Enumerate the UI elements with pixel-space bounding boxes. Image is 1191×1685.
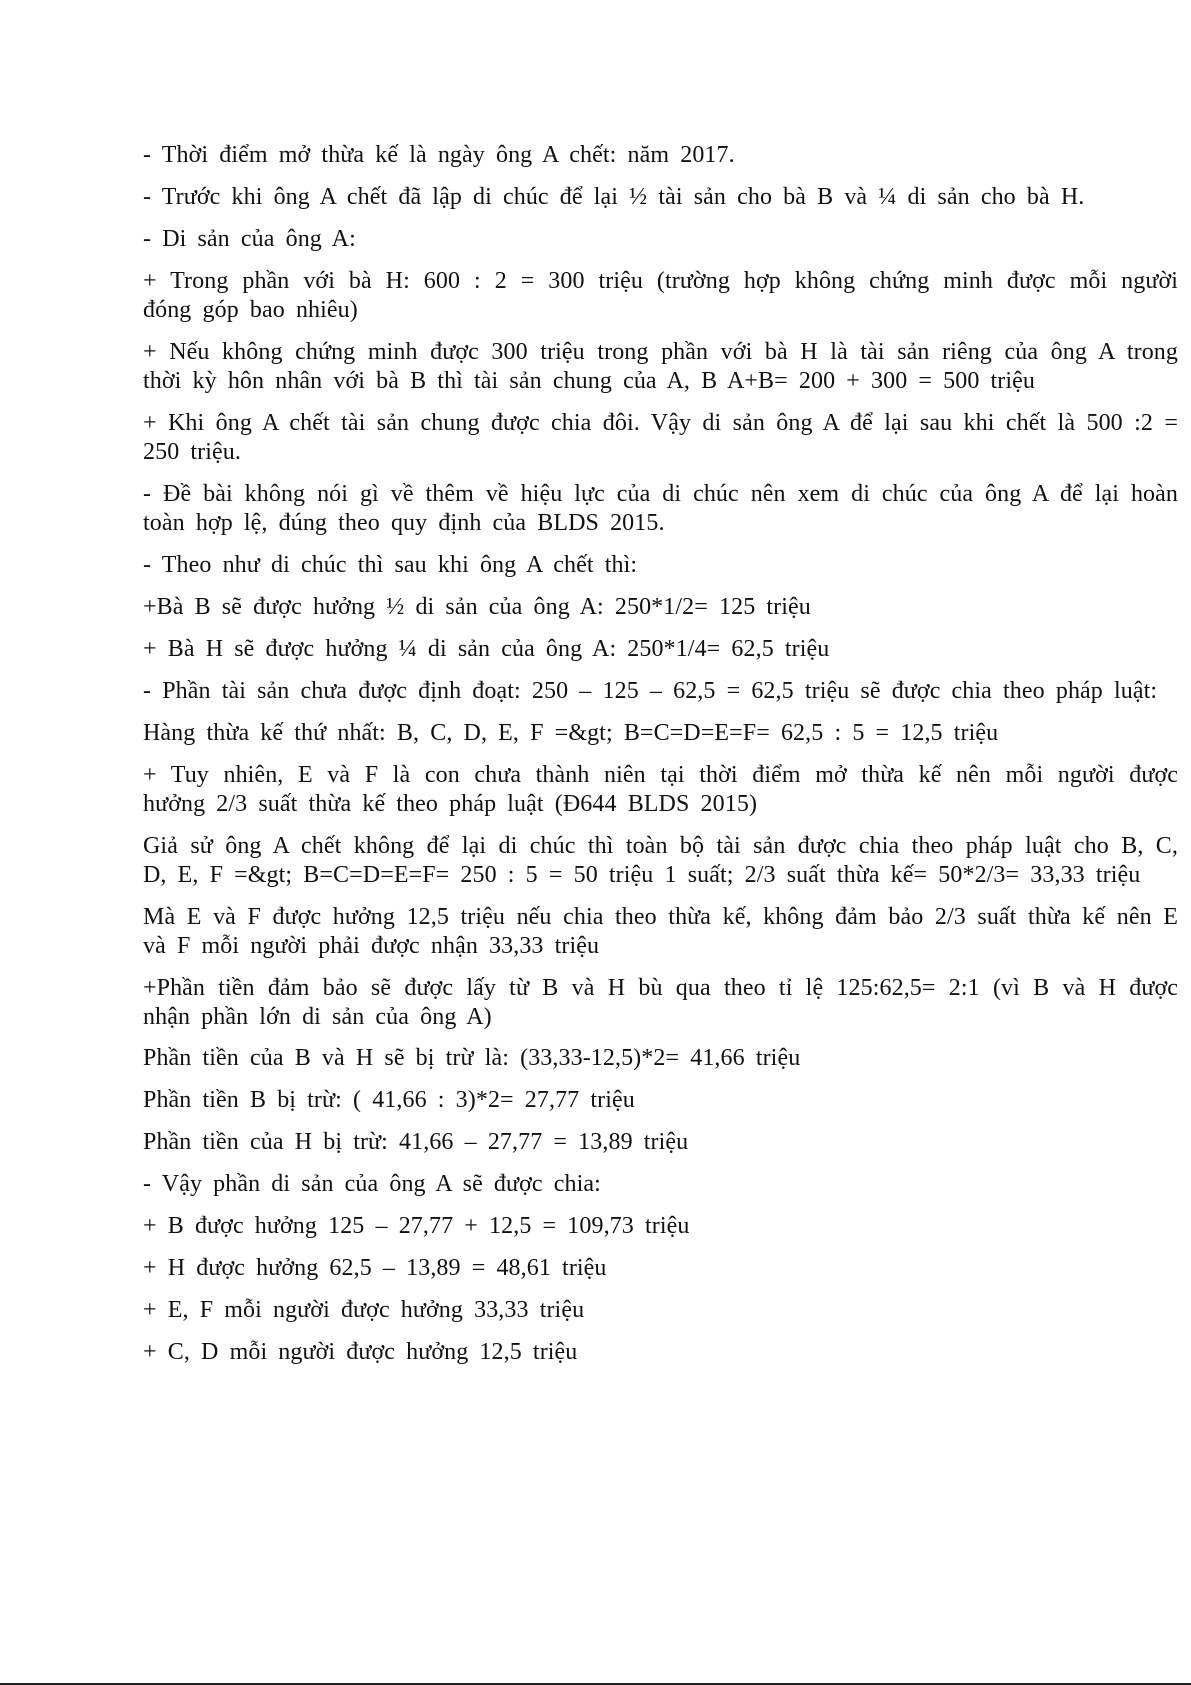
paragraph-will-summary: - Trước khi ông A chết đã lập di chúc để lại ½ tài sản cho bà B và ¼ di sản cho bà H. xyxy=(143,184,1085,210)
paragraph-share-with-h: + Trong phần với bà H: 600 : 2 = 300 triệu (trường hợp không chứng minh được mỗi người đóng góp bao nhiêu) xyxy=(143,268,1178,323)
paragraph-b-final: + B được hưởng 125 – 27,77 + 12,5 = 109,73 triệu xyxy=(143,1213,690,1239)
paragraph-h-final: + H được hưởng 62,5 – 13,89 = 48,61 triệu xyxy=(143,1255,607,1281)
paragraph-b-share: +Bà B sẽ được hưởng ½ di sản của ông A: 250*1/2= 125 triệu xyxy=(143,594,811,620)
paragraph-first-heirs: Hàng thừa kế thứ nhất: B, C, D, E, F =&gt; B=C=D=E=F= 62,5 : 5 = 12,5 triệu xyxy=(143,720,999,746)
paragraph-estate-heading: - Di sản của ông A: xyxy=(143,226,356,252)
paragraph-b-deduction: Phần tiền B bị trừ: ( 41,66 : 3)*2= 27,77 triệu xyxy=(143,1087,635,1113)
document-body xyxy=(143,141,1178,1380)
paragraph-cd-final: + C, D mỗi người được hưởng 12,5 triệu xyxy=(143,1339,578,1365)
paragraph-h-share: + Bà H sẽ được hưởng ¼ di sản của ông A: 250*1/4= 62,5 triệu xyxy=(143,636,830,662)
paragraph-inheritance-opening-time: - Thời điểm mở thừa kế là ngày ông A chết: năm 2017. xyxy=(143,142,735,168)
paragraph-final-distribution-heading: - Vậy phần di sản của ông A sẽ được chia: xyxy=(143,1171,601,1197)
paragraph-intestate-hypothesis: Giả sử ông A chết không để lại di chúc thì toàn bộ tài sản được chia theo pháp luật cho B, C, D, E, F =&gt; B=C=D=E=F= 250 : 5 = 50 triệu 1 suất; 2/3 suất thừa kế= 50*2/3= 33,33 triệu xyxy=(143,833,1178,888)
paragraph-common-property: + Nếu không chứng minh được 300 triệu trong phần với bà H là tài sản riêng của ông A trong thời kỳ hôn nhân với bà B thì tài sản chung của A, B A+B= 200 + 300 = 500 triệu xyxy=(143,339,1178,394)
paragraph-guaranteed-share: Mà E và F được hưởng 12,5 triệu nếu chia theo thừa kế, không đảm bảo 2/3 suất thừa kế nên E và F mỗi người phải được nhận 33,33 triệu xyxy=(143,904,1178,959)
paragraph-h-deduction: Phần tiền của H bị trừ: 41,66 – 27,77 = 13,89 triệu xyxy=(143,1129,689,1155)
paragraph-ef-final: + E, F mỗi người được hưởng 33,33 triệu xyxy=(143,1297,585,1323)
paragraph-minor-heirs: + Tuy nhiên, E và F là con chưa thành niên tại thời điểm mở thừa kế nên mỗi người được hưởng 2/3 suất thừa kế theo pháp luật (Đ644 BLDS 2015) xyxy=(143,762,1178,817)
paragraph-will-validity: - Đề bài không nói gì về thêm về hiệu lực của di chúc nên xem di chúc của ông A để lại hoàn toàn hợp lệ, đúng theo quy định của BLDS 2015. xyxy=(143,481,1178,536)
paragraph-undisposed-property: - Phần tài sản chưa được định đoạt: 250 – 125 – 62,5 = 62,5 triệu sẽ được chia theo pháp luật: xyxy=(143,678,1158,704)
paragraph-compensation-ratio: +Phần tiền đảm bảo sẽ được lấy từ B và H bù qua theo tỉ lệ 125:62,5= 2:1 (vì B và H được nhận phần lớn di sản của ông A) xyxy=(143,975,1178,1030)
paragraph-deduction-total: Phần tiền của B và H sẽ bị trừ là: (33,33-12,5)*2= 41,66 triệu xyxy=(143,1045,801,1071)
paragraph-estate-value: + Khi ông A chết tài sản chung được chia đôi. Vậy di sản ông A để lại sau khi chết là 500 :2 = 250 triệu. xyxy=(143,410,1178,465)
paragraph-according-to-will: - Theo như di chúc thì sau khi ông A chết thì: xyxy=(143,552,638,578)
